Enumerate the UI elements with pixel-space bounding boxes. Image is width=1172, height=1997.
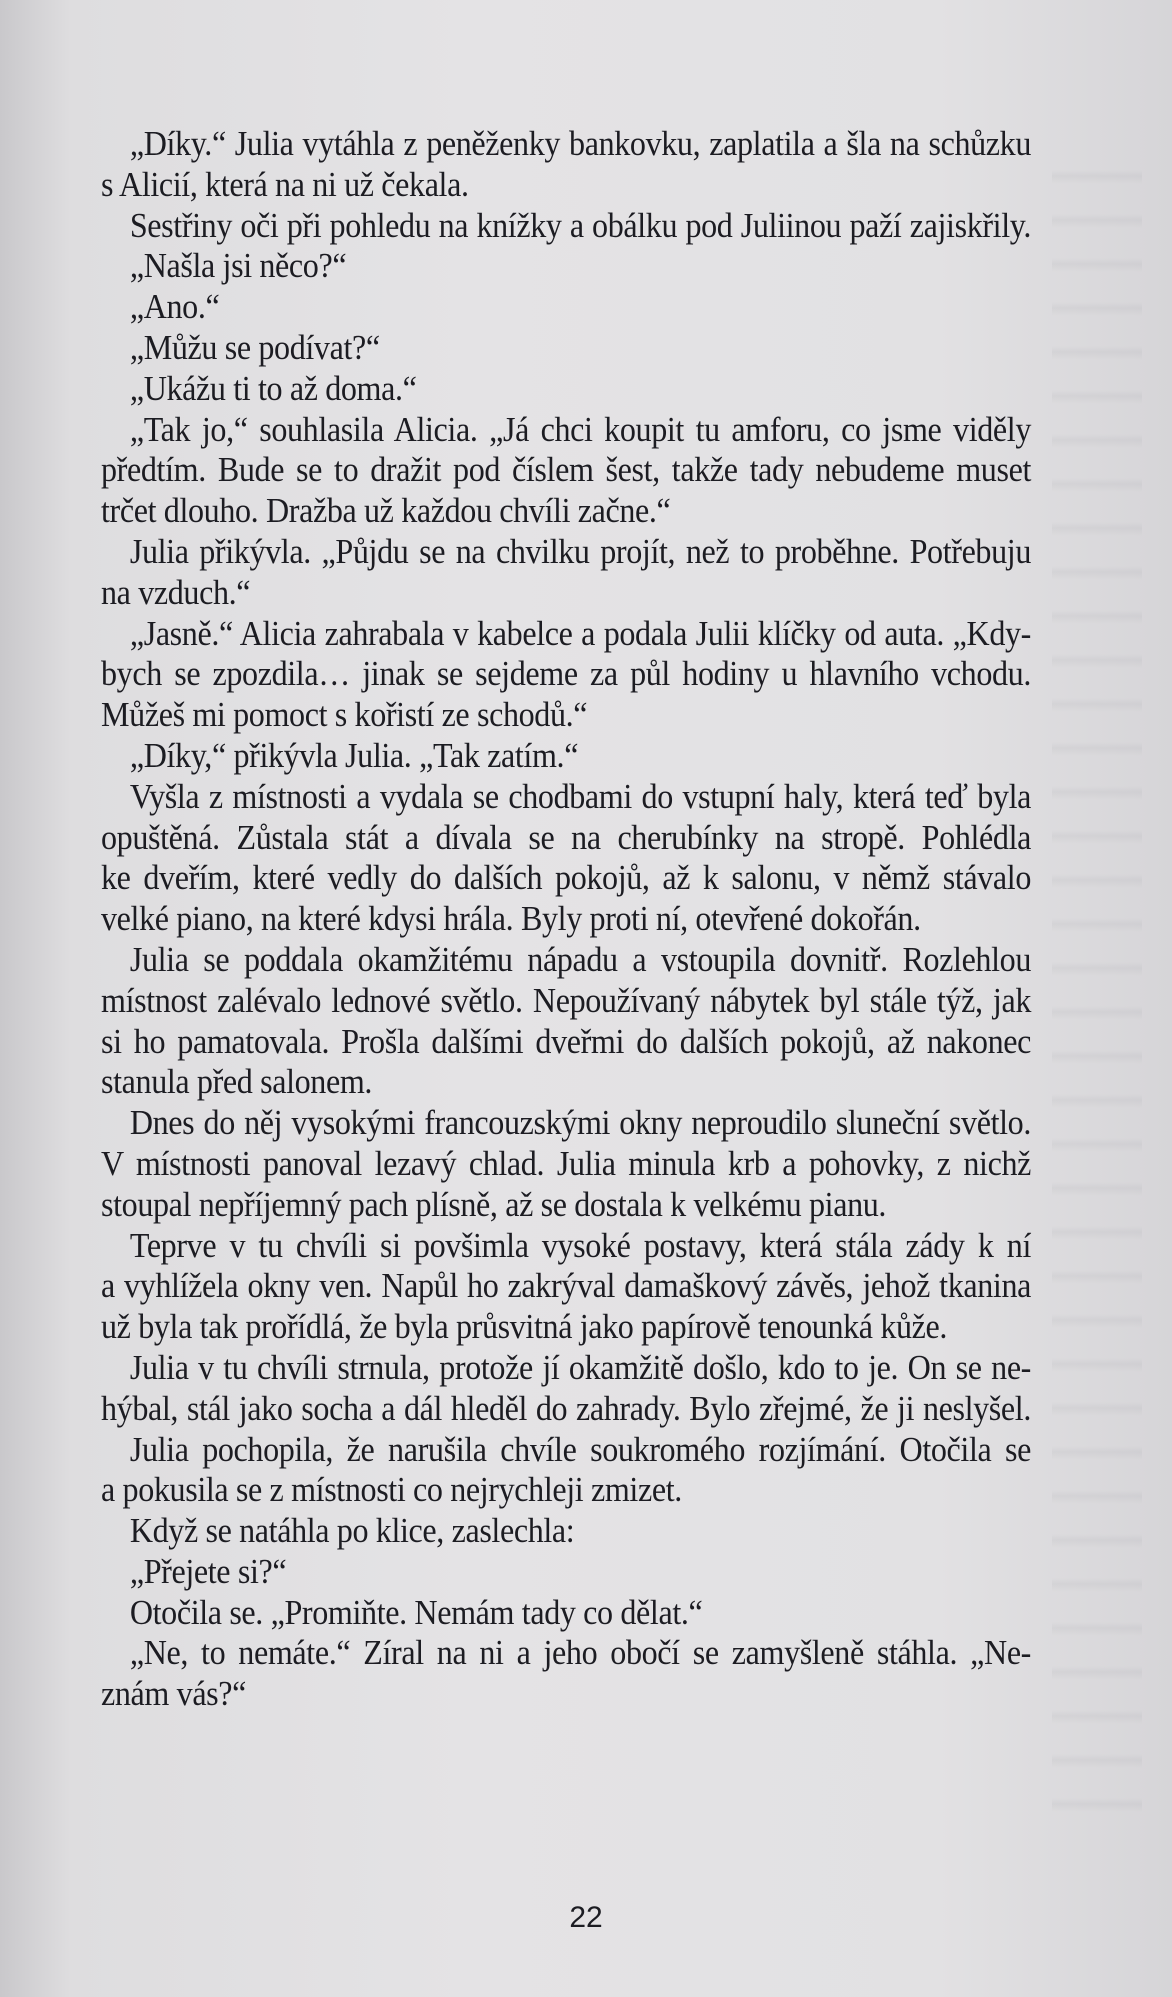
text-line: ke dveřím, které vedly do dalších pokojů, až k salonu, v němž stávalo — [101, 859, 1031, 898]
text-line: hýbal, stál jako socha a dál hleděl do zahrady. Bylo zřejmé, že ji neslyšel. — [101, 1389, 1031, 1428]
text-line: Julia pochopila, že narušila chvíle soukromého rozjímání. Otočila se — [129, 1430, 1031, 1469]
body-text — [101, 124, 1031, 1715]
text-line: a vyhlížela okny ven. Napůl ho zakrýval damaškový závěs, jehož tkanina — [101, 1267, 1031, 1306]
text-line: Můžeš mi pomoct s kořistí ze schodů.“ — [101, 696, 588, 735]
text-line: už byla tak prořídlá, že byla průsvitná jako papírově tenounká kůže. — [101, 1308, 948, 1347]
text-line: s Alicií, která na ni už čekala. — [101, 165, 469, 204]
show-through-shadow — [1052, 140, 1142, 1840]
text-line: „Ano.“ — [129, 288, 220, 327]
text-line: bych se zpozdila… jinak se sejdeme za půl hodiny u hlavního vchodu. — [101, 655, 1031, 694]
text-line: „Můžu se podívat?“ — [129, 328, 380, 367]
text-line: znám vás?“ — [101, 1675, 247, 1714]
text-line: Dnes do něj vysokými francouzskými okny neproudilo sluneční světlo. — [129, 1104, 1031, 1143]
text-line: předtím. Bude se to dražit pod číslem šest, takže tady nebudeme muset — [101, 451, 1031, 490]
text-line: „Našla jsi něco?“ — [129, 247, 347, 286]
text-line: Teprve v tu chvíli si povšimla vysoké postavy, která stála zády k ní — [129, 1226, 1031, 1265]
text-line: „Tak jo,“ souhlasila Alicia. „Já chci koupit tu amforu, co jsme viděly — [129, 410, 1031, 449]
text-line: Julia v tu chvíli strnula, protože jí okamžitě došlo, kdo to je. On se ne- — [129, 1348, 1031, 1387]
text-line: Když se natáhla po klice, zaslechla: — [129, 1512, 575, 1551]
page-number: 22 — [569, 1901, 603, 1934]
text-line: „Ukážu ti to až doma.“ — [129, 369, 417, 408]
text-line: Sestřiny oči při pohledu na knížky a obálku pod Juliinou paží zajiskřily. — [129, 206, 1031, 245]
text-line: Otočila se. „Promiňte. Nemám tady co dělat.“ — [129, 1593, 703, 1632]
text-line: „Díky.“ Julia vytáhla z peněženky bankovku, zaplatila a šla na schůzku — [129, 125, 1031, 163]
text-line: Julia přikývla. „Půjdu se na chvilku projít, než to proběhne. Potřebuju — [129, 532, 1031, 571]
text-line: stanula před salonem. — [101, 1063, 373, 1102]
text-line: místnost zalévalo lednové světlo. Nepoužívaný nábytek byl stále týž, jak — [101, 981, 1031, 1020]
text-line: trčet dlouho. Dražba už každou chvíli začne.“ — [101, 492, 671, 531]
text-line: V místnosti panoval lezavý chlad. Julia minula krb a pohovky, z nichž — [101, 1144, 1031, 1183]
text-line: „Ne, to nemáte.“ Zíral na ni a jeho obočí se zamyšleně stáhla. „Ne- — [129, 1634, 1031, 1673]
text-line: si ho pamatovala. Prošla dalšími dveřmi do dalších pokojů, až nakonec — [101, 1022, 1031, 1061]
text-line: Vyšla z místnosti a vydala se chodbami do vstupní haly, která teď byla — [129, 777, 1031, 816]
text-line: na vzduch.“ — [101, 573, 251, 612]
text-line: velké piano, na které kdysi hrála. Byly proti ní, otevřené dokořán. — [101, 900, 921, 939]
text-line: „Jasně.“ Alicia zahrabala v kabelce a podala Julii klíčky od auta. „Kdy- — [129, 614, 1031, 653]
text-line: stoupal nepříjemný pach plísně, až se dostala k velkému pianu. — [101, 1185, 887, 1224]
text-line: opuštěná. Zůstala stát a dívala se na cherubínky na stropě. Pohlédla — [101, 818, 1031, 857]
text-line: „Přejete si?“ — [129, 1552, 287, 1591]
text-line: „Díky,“ přikývla Julia. „Tak zatím.“ — [129, 736, 579, 775]
text-line: a pokusila se z místnosti co nejrychleji zmizet. — [101, 1471, 682, 1510]
text-line: Julia se poddala okamžitému nápadu a vstoupila dovnitř. Rozlehlou — [129, 940, 1031, 979]
